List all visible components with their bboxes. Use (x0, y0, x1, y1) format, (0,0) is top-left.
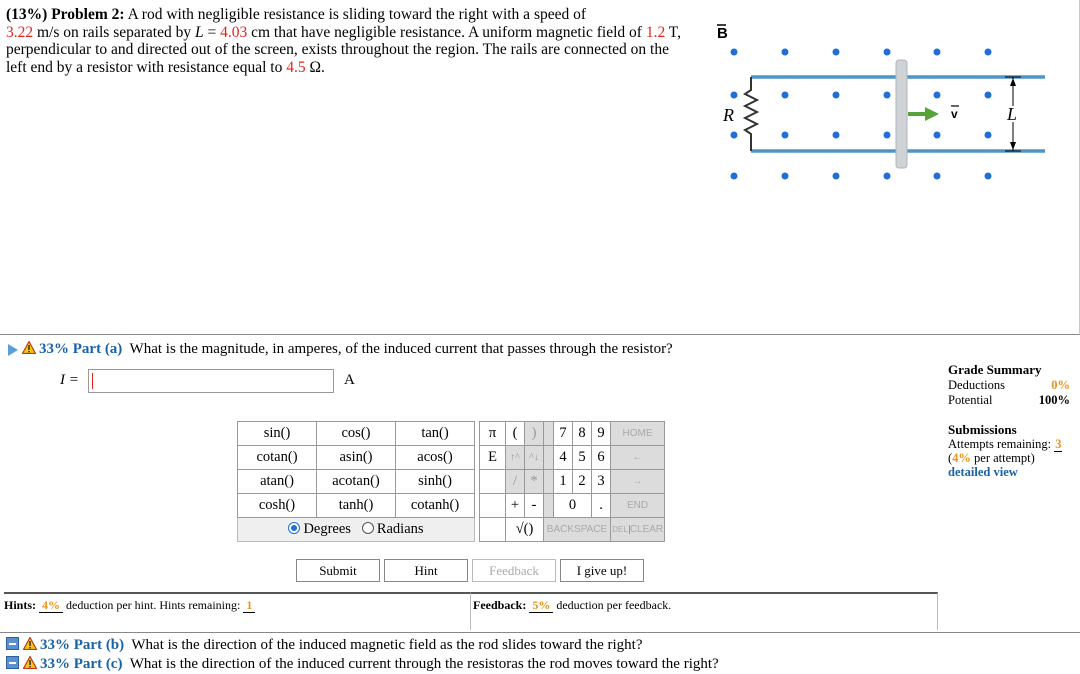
problem-weight: (13%) (6, 6, 48, 23)
e-button[interactable]: E (480, 446, 506, 470)
up-button[interactable]: ↑^ (506, 446, 525, 470)
keypad-spacer (544, 470, 554, 494)
radians-label: Radians (376, 521, 424, 537)
part-b-name: Part (b) (73, 637, 125, 653)
L-arrow-up-icon (1010, 78, 1016, 86)
per-attempt-text: per attempt) (970, 451, 1035, 465)
part-c-header[interactable] (6, 655, 719, 673)
asin-button[interactable]: asin() (317, 446, 396, 470)
problem-text: m/s on rails separated by (33, 23, 195, 41)
minus-button[interactable]: - (525, 494, 544, 518)
L-symbol: L (194, 23, 204, 41)
down-button[interactable]: ^↓ (525, 446, 544, 470)
angle-mode-row (238, 518, 475, 542)
del-clear-cell (611, 518, 665, 542)
lparen-button[interactable]: ( (506, 422, 525, 446)
degrees-radio[interactable] (288, 522, 300, 534)
deductions-label: Deductions (948, 378, 1005, 392)
key-5[interactable]: 5 (573, 446, 592, 470)
separation-value: 4.03 (220, 23, 248, 41)
problem-text: T, perpendicular to and directed out of the screen, exists throughout the region. The rails are connected on the left end by a resistor with resistance equal to (6, 23, 681, 76)
radians-radio[interactable] (362, 522, 374, 534)
part-a-name: Part (a) (72, 341, 123, 357)
hints-text: deduction per hint. Hints remaining: (63, 598, 244, 612)
feedback-panel (470, 592, 938, 630)
cotan-button[interactable]: cotan() (238, 446, 317, 470)
text-cursor (92, 373, 93, 389)
number-keypad (479, 421, 665, 542)
acos-button[interactable]: acos() (396, 446, 475, 470)
hints-label: Hints: (4, 598, 37, 612)
part-a-question: What is the magnitude, in amperes, of the induced current that passes through the resistor? (129, 341, 673, 357)
problem-text: A rod with negligible resistance is sliding toward the right with a speed of (127, 6, 587, 23)
circuit-figure (715, 18, 1055, 188)
give-up-button[interactable]: I give up! (560, 559, 644, 582)
part-b-pct: 33% (40, 637, 70, 653)
problem-text: Ω. (305, 58, 325, 76)
feedback-text: deduction per feedback. (553, 598, 672, 612)
cosh-button[interactable]: cosh() (238, 494, 317, 518)
atan-button[interactable]: atan() (238, 470, 317, 494)
answer-unit: A (344, 372, 355, 388)
part-a-pct: 33% (39, 341, 69, 357)
resistor-zigzag (745, 77, 757, 151)
submissions-title: Submissions (948, 422, 1017, 437)
problem-name: Problem 2: (51, 6, 125, 23)
sinh-button[interactable]: sinh() (396, 470, 475, 494)
key-2[interactable]: 2 (573, 470, 592, 494)
speed-value: 3.22 (6, 23, 34, 41)
acotan-button[interactable]: acotan() (317, 470, 396, 494)
key-1[interactable]: 1 (554, 470, 573, 494)
pi-button[interactable]: π (480, 422, 506, 446)
warning-icon (22, 341, 36, 354)
home-button[interactable]: HOME (611, 422, 665, 446)
feedback-pct: 5% (529, 598, 553, 613)
attempts-label: Attempts remaining: (948, 437, 1055, 451)
tanh-button[interactable]: tanh() (317, 494, 396, 518)
warning-icon (23, 656, 37, 669)
multiply-button[interactable]: * (525, 470, 544, 494)
attempts-value: 3 (1055, 437, 1062, 451)
hint-button[interactable]: Hint (384, 559, 468, 582)
end-button[interactable]: END (611, 494, 665, 518)
problem-text: = (203, 23, 221, 41)
velocity-arrow-icon (925, 107, 939, 121)
keypad-spacer (544, 494, 554, 518)
submissions-panel: Submissions Attempts remaining: 3 (4% per attempt) detailed view (948, 423, 1073, 479)
answer-label: I = (60, 372, 79, 388)
function-keypad (237, 421, 475, 542)
resistance-value: 4.5 (286, 58, 306, 76)
clear-button[interactable]: CLEAR (629, 524, 664, 535)
key-3[interactable]: 3 (592, 470, 611, 494)
grade-summary (948, 362, 1070, 408)
tan-button[interactable]: tan() (396, 422, 475, 446)
collapse-icon[interactable] (6, 656, 19, 669)
problem-text: cm that have negligible resistance. A uniform magnetic field of (247, 23, 646, 41)
rparen-button[interactable]: ) (525, 422, 544, 446)
keypad-blank (480, 518, 506, 542)
warning-icon (23, 637, 37, 650)
part-c-question: What is the direction of the induced current through the resistoras the rod moves toward the right? (129, 656, 719, 672)
cotanh-button[interactable]: cotanh() (396, 494, 475, 518)
key-9[interactable]: 9 (592, 422, 611, 446)
part-c-name: Part (c) (73, 656, 123, 672)
deductions-value: 0% (1051, 378, 1070, 392)
grade-summary-title: Grade Summary (948, 362, 1042, 377)
divider (0, 632, 1080, 633)
key-4[interactable]: 4 (554, 446, 573, 470)
part-b-header[interactable] (6, 636, 642, 654)
degrees-label: Degrees (303, 521, 351, 537)
sin-button[interactable]: sin() (238, 422, 317, 446)
resistor-label: R (723, 105, 734, 125)
cos-button[interactable]: cos() (317, 422, 396, 446)
part-c-pct: 33% (40, 656, 70, 672)
L-label: L (1007, 104, 1018, 124)
submit-button[interactable]: Submit (296, 559, 380, 582)
right-arrow-button[interactable]: → (611, 470, 665, 494)
part-b-question: What is the direction of the induced magnetic field as the rod slides toward the right? (131, 637, 643, 653)
keypad-blank (480, 470, 506, 494)
del-button[interactable]: DEL (612, 525, 628, 534)
keypad-blank (480, 494, 506, 518)
hints-panel (4, 592, 470, 630)
decimal-button[interactable]: . (592, 494, 611, 518)
potential-label: Potential (948, 393, 993, 407)
sqrt-button[interactable]: √() (506, 518, 544, 542)
field-value: 1.2 (645, 23, 666, 41)
hints-pct: 4% (39, 598, 63, 613)
divide-button[interactable]: / (506, 470, 525, 494)
per-attempt-pct: 4% (952, 451, 971, 465)
left-arrow-button[interactable]: ← (611, 446, 665, 470)
problem-statement (6, 6, 686, 76)
sliding-rod (896, 60, 907, 168)
keypad-spacer (544, 446, 554, 470)
keypad-spacer (544, 422, 554, 446)
feedback-button[interactable]: Feedback (472, 559, 556, 582)
detailed-view-link[interactable]: detailed view (948, 465, 1018, 479)
potential-value: 100% (1038, 393, 1070, 407)
velocity-label: v (951, 107, 958, 121)
part-a-header[interactable] (8, 340, 673, 358)
key-8[interactable]: 8 (573, 422, 592, 446)
hints-remaining: 1 (243, 598, 255, 613)
key-6[interactable]: 6 (592, 446, 611, 470)
answer-input[interactable] (88, 369, 334, 393)
collapse-icon[interactable] (6, 637, 19, 650)
key-7[interactable]: 7 (554, 422, 573, 446)
L-arrow-down-icon (1010, 142, 1016, 150)
backspace-button[interactable]: BACKSPACE (544, 518, 611, 542)
b-field-label: B (717, 25, 728, 42)
feedback-label: Feedback: (473, 598, 527, 612)
plus-button[interactable]: + (506, 494, 525, 518)
key-0[interactable]: 0 (554, 494, 592, 518)
expand-arrow-icon[interactable] (8, 344, 18, 356)
